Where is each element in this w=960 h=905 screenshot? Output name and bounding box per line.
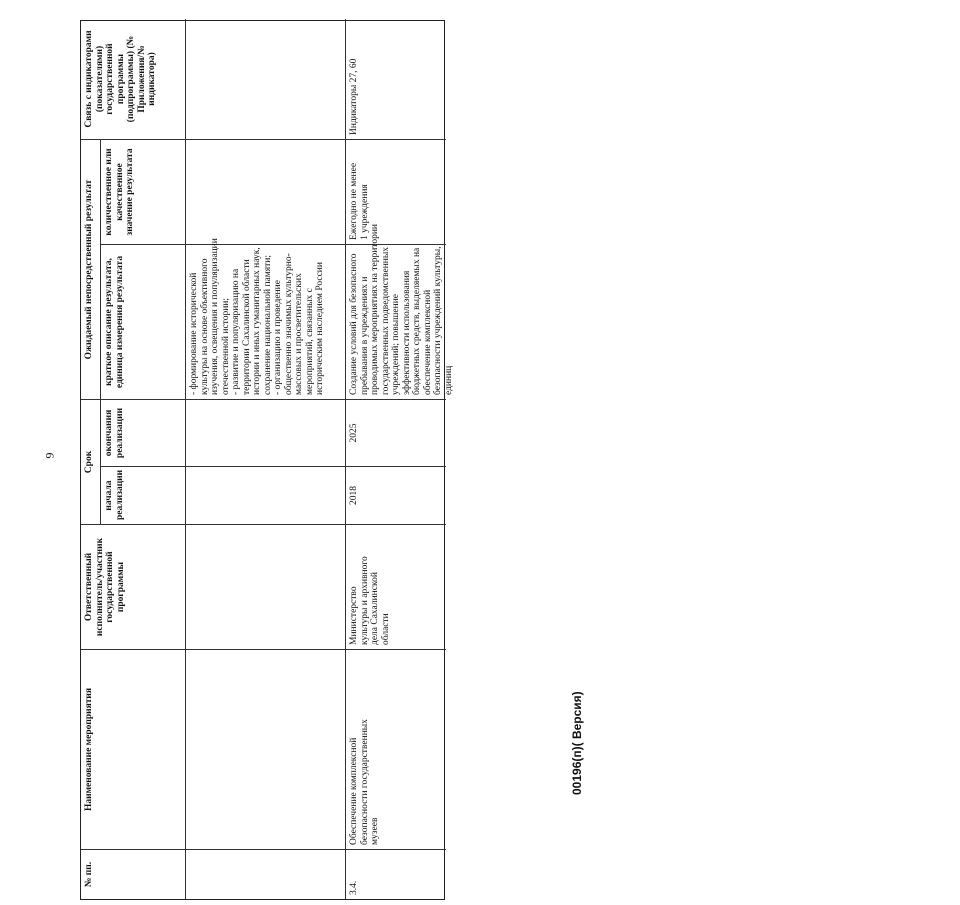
row2-result-value <box>346 139 446 244</box>
header-name: Наименование мероприятия <box>81 649 186 849</box>
result-line: изучения, освещения и популяризации <box>210 238 220 395</box>
header-term: Срок <box>81 399 101 524</box>
result-line: учреждений; повышение <box>391 294 401 395</box>
document-code: 00196(п)( Версия) <box>570 691 584 795</box>
row1-executor <box>186 524 346 649</box>
result-line: отечественной истории; <box>220 297 231 395</box>
result-line: - организацию и проведение <box>273 280 283 395</box>
row2-start: 2018 <box>346 466 446 524</box>
header-result: Ожидаемый непосредственный результат <box>81 139 101 399</box>
result-line: общественно значимых культурно- <box>283 253 294 395</box>
header-indicators: Связь с индикаторами (показателями) государственной программы (подпрограммы) (№ Приложения/№ индикатора) <box>81 19 186 139</box>
result-line: территории Сахалинской области <box>241 259 252 395</box>
row1-num <box>186 849 346 899</box>
result-line: обеспечение комплексной <box>422 289 433 395</box>
result-line: эффективности использования <box>401 270 412 395</box>
result-line: безопасности учреждений культуры, <box>433 246 443 395</box>
row1-end <box>186 399 346 466</box>
measures-table <box>80 20 454 900</box>
header-term-start: начала реализации <box>101 466 186 524</box>
result-line: сохранение национальной памяти; <box>262 254 273 395</box>
result-line: - развитие и популяризацию на <box>231 268 241 395</box>
page-number: 9 <box>42 452 57 459</box>
name-line: музеев <box>370 817 380 845</box>
row2-num: 3.4. <box>346 849 446 899</box>
result-line: пребывания в учреждениях и <box>359 276 370 395</box>
result-line: истории и иных гуманитарных наук, <box>252 247 262 395</box>
row2-name <box>346 649 446 849</box>
result-line: мероприятий, связанных с <box>304 288 315 395</box>
result-line: культуры на основе объективного <box>199 258 210 395</box>
executor-line: культуры и архивного <box>359 556 370 645</box>
row1-result-value <box>186 139 346 244</box>
header-num: № пп. <box>81 849 186 899</box>
row1-name <box>186 649 346 849</box>
result-line: единиц <box>443 365 454 395</box>
row1-result-desc <box>186 238 346 399</box>
row2-indicators: Индикаторы 27, 60 <box>349 58 359 135</box>
result-line: государственных подведомственных <box>380 246 391 395</box>
name-line: безопасности государственных <box>359 719 370 845</box>
row1-indicators <box>186 19 346 139</box>
result-line: проводимых мероприятиях на территории <box>370 224 380 395</box>
value-line: 1 учреждения <box>359 184 370 240</box>
executor-line: области <box>380 613 391 645</box>
result-line: историческим наследием России <box>315 262 325 395</box>
value-line: Ежегодно не менее <box>349 162 359 240</box>
row2-result-desc <box>346 224 454 399</box>
result-line: массовых и просветительских <box>294 273 304 395</box>
result-line: Создание условий для безопасного <box>349 253 359 395</box>
row1-start <box>186 466 346 524</box>
rotated-table <box>80 20 454 900</box>
header-result-value: количественное или качественное значение результата <box>101 139 186 244</box>
row2-end: 2025 <box>346 399 446 466</box>
executor-line: Министерство <box>349 586 359 645</box>
header-executor: Ответственный исполнитель/участник государственной программы <box>81 524 186 649</box>
row2-executor <box>346 524 446 649</box>
name-line: Обеспечение комплексной <box>349 737 359 845</box>
result-line: - формирование исторической <box>189 272 199 395</box>
result-line: бюджетных средств, выделяемых на <box>412 247 422 395</box>
header-term-end: окончания реализации <box>101 399 186 466</box>
executor-line: дела Сахалинской <box>370 572 380 645</box>
header-result-desc: краткое описание результата, единица измерения результата <box>101 244 186 399</box>
